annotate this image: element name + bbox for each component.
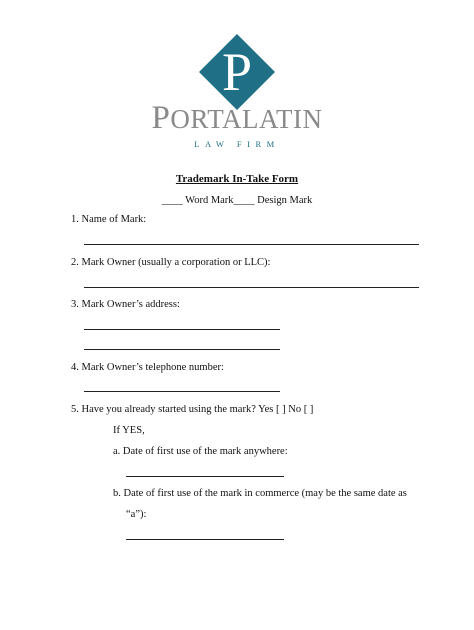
logo-name-initial: P xyxy=(151,100,171,136)
question-owner-telephone: 4. Mark Owner’s telephone number: xyxy=(71,362,224,373)
logo-name xyxy=(0,100,474,137)
owner-address-field-1[interactable] xyxy=(84,329,280,330)
first-use-commerce-field[interactable] xyxy=(126,539,284,540)
question-started-using: 5. Have you already started using the mark? Yes [ ] No [ ] xyxy=(71,404,314,415)
logo-subtitle: LAW FIRM xyxy=(194,139,280,149)
question-owner-address: 3. Mark Owner’s address: xyxy=(71,299,180,310)
owner-telephone-field[interactable] xyxy=(84,391,280,392)
portalatin-logo-icon xyxy=(199,34,275,110)
owner-address-field-2[interactable] xyxy=(84,349,280,350)
question-first-use-commerce-cont: “a”): xyxy=(126,509,147,520)
question-first-use-anywhere: a. Date of first use of the mark anywhere: xyxy=(113,446,288,457)
mark-type-options: ____ Word Mark____ Design Mark xyxy=(161,195,313,206)
question-mark-owner: 2. Mark Owner (usually a corporation or LLC): xyxy=(71,257,271,268)
question-name-of-mark: 1. Name of Mark: xyxy=(71,214,147,225)
logo-letter: P xyxy=(221,42,253,102)
first-use-anywhere-field[interactable] xyxy=(126,476,284,477)
mark-owner-field[interactable] xyxy=(84,287,419,288)
question-first-use-commerce: b. Date of first use of the mark in commerce (may be the same date as xyxy=(113,488,407,499)
form-title: Trademark In-Take Form xyxy=(175,173,299,185)
if-yes-label: If YES, xyxy=(113,425,145,436)
logo-name-rest: ORTALATIN xyxy=(170,104,323,134)
name-of-mark-field[interactable] xyxy=(84,244,419,245)
